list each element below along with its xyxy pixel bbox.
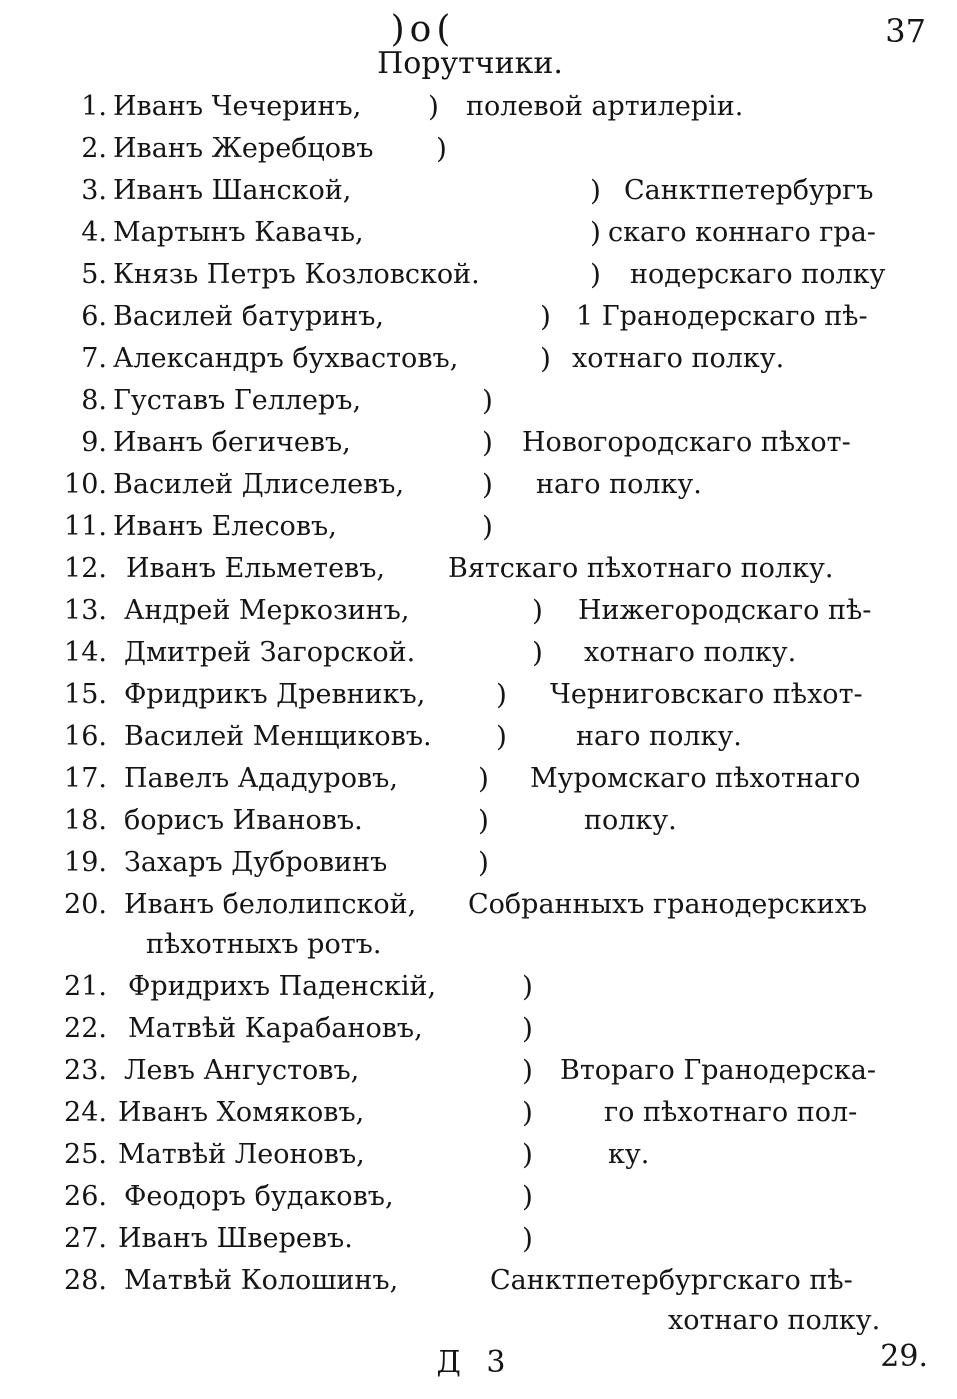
regiment: Собранныхъ гранодерскихъ bbox=[468, 889, 868, 920]
entry-number: 5. bbox=[81, 259, 107, 290]
officer-name: Фридрихъ Паденскiй, bbox=[128, 971, 437, 1002]
regiment: Черниговскаго пѣхот- bbox=[550, 679, 863, 710]
entry-28 bbox=[0, 1260, 957, 1301]
entry-15 bbox=[0, 674, 957, 715]
officer-name: Фридрикъ Древникъ, bbox=[124, 679, 426, 710]
bracket: ) bbox=[540, 300, 551, 333]
officer-name: Мартынъ Кавачь, bbox=[113, 217, 364, 248]
entry-22 bbox=[0, 1008, 957, 1049]
entry-10 bbox=[0, 464, 957, 505]
entry-27 bbox=[0, 1218, 957, 1259]
regiment: Нижегородскаго пѣ- bbox=[578, 595, 872, 626]
bracket: ) bbox=[522, 1222, 533, 1255]
entry-number: 27. bbox=[64, 1223, 107, 1254]
regiment: хотнаго полку. bbox=[572, 343, 785, 374]
entry-7 bbox=[0, 338, 957, 379]
regiment: Вятскаго пѣхотнаго полку. bbox=[448, 553, 834, 584]
entry-2 bbox=[0, 128, 957, 169]
regiment: наго полку. bbox=[576, 721, 742, 752]
section-title: Порутчики. bbox=[377, 46, 563, 81]
entry-number: 7. bbox=[81, 343, 107, 374]
officer-name: Густавъ Геллеръ, bbox=[113, 385, 362, 416]
entry-number: 9. bbox=[81, 427, 107, 458]
entry-16 bbox=[0, 716, 957, 757]
officer-name: Князь Петръ Козловской. bbox=[113, 259, 480, 290]
regiment: го пѣхотнаго пол- bbox=[604, 1097, 858, 1128]
entry-number: 21. bbox=[64, 971, 107, 1002]
bracket: ) bbox=[590, 258, 601, 291]
entry-number: 19. bbox=[64, 847, 107, 878]
bracket: ) bbox=[590, 174, 601, 207]
entry-18 bbox=[0, 800, 957, 841]
officer-name: Иванъ Хомяковъ, bbox=[118, 1097, 365, 1128]
entry-8 bbox=[0, 380, 957, 421]
entry-20-continuation: пѣхотныхъ ротъ. bbox=[146, 929, 382, 960]
bracket: ) bbox=[532, 594, 543, 627]
regiment: полку. bbox=[584, 805, 677, 836]
entry-number: 22. bbox=[64, 1013, 107, 1044]
officer-name: Иванъ Шверевъ. bbox=[118, 1223, 353, 1254]
officer-name: Левъ Ангустовъ, bbox=[124, 1055, 360, 1086]
officer-name: Дмитрей Загорской. bbox=[124, 637, 416, 668]
bracket: ) bbox=[428, 90, 439, 123]
entry-number: 15. bbox=[64, 679, 107, 710]
officer-name: Матвѣй Карабановъ, bbox=[128, 1013, 423, 1044]
entry-24 bbox=[0, 1092, 957, 1133]
entry-number: 8. bbox=[81, 385, 107, 416]
bracket: ) bbox=[540, 342, 551, 375]
bracket: ) bbox=[522, 970, 533, 1003]
entry-26 bbox=[0, 1176, 957, 1217]
entry-number: 1. bbox=[81, 91, 107, 122]
officer-name: Андрей Меркозинъ, bbox=[124, 595, 410, 626]
entry-1 bbox=[0, 86, 957, 127]
entry-number: 28. bbox=[64, 1265, 107, 1296]
entry-5 bbox=[0, 254, 957, 295]
entry-4 bbox=[0, 212, 957, 253]
entry-number: 18. bbox=[64, 805, 107, 836]
entry-number: 20. bbox=[64, 889, 107, 920]
officer-name: Иванъ Шанской, bbox=[113, 175, 352, 206]
bracket: ) bbox=[590, 216, 601, 249]
bracket: ) bbox=[496, 678, 507, 711]
officer-name: Захаръ Дубровинъ bbox=[124, 847, 388, 878]
officer-name: Иванъ Ельметевъ, bbox=[126, 553, 386, 584]
entry-number: 24. bbox=[64, 1097, 107, 1128]
entry-number: 11. bbox=[64, 511, 107, 542]
officer-name: Иванъ Чечеринъ, bbox=[113, 91, 362, 122]
regiment: Муромскаго пѣхотнаго bbox=[530, 763, 861, 794]
entry-13 bbox=[0, 590, 957, 631]
bracket: ) bbox=[482, 510, 493, 543]
entry-9 bbox=[0, 422, 957, 463]
entry-20 bbox=[0, 884, 957, 925]
entry-number: 12. bbox=[64, 553, 107, 584]
officer-name: Павелъ Ададуровъ, bbox=[124, 763, 398, 794]
officer-name: Иванъ Жеребцовъ bbox=[113, 133, 374, 164]
officer-name: Иванъ Елесовъ, bbox=[113, 511, 337, 542]
bracket: ) bbox=[522, 1138, 533, 1171]
regiment: скаго коннаго гра- bbox=[608, 217, 876, 248]
entry-17 bbox=[0, 758, 957, 799]
page-number: 37 bbox=[885, 12, 926, 50]
bracket: ) bbox=[482, 384, 493, 417]
entry-12 bbox=[0, 548, 957, 589]
entry-25 bbox=[0, 1134, 957, 1175]
regiment: ку. bbox=[608, 1139, 650, 1170]
regiment: Санктпетербургъ bbox=[624, 175, 874, 206]
entry-21 bbox=[0, 966, 957, 1007]
officer-name: Василей Длиселевъ, bbox=[113, 469, 405, 500]
regiment: наго полку. bbox=[536, 469, 702, 500]
bracket: ) bbox=[482, 468, 493, 501]
entry-number: 26. bbox=[64, 1181, 107, 1212]
bracket: ) bbox=[478, 762, 489, 795]
regiment: Санктпетербургскаго пѣ- bbox=[490, 1265, 853, 1296]
regiment: хотнаго полку. bbox=[584, 637, 797, 668]
regiment: Новогородскаго пѣхот- bbox=[522, 427, 851, 458]
bracket: ) bbox=[522, 1180, 533, 1213]
entry-number: 3. bbox=[81, 175, 107, 206]
bracket: ) bbox=[496, 720, 507, 753]
officer-name: Иванъ бегичевъ, bbox=[113, 427, 351, 458]
bracket: ) bbox=[522, 1054, 533, 1087]
entry-3 bbox=[0, 170, 957, 211]
bracket: ) bbox=[436, 132, 447, 165]
entry-number: 10. bbox=[64, 469, 107, 500]
header-ornament: )o( bbox=[390, 9, 456, 50]
entry-number: 23. bbox=[64, 1055, 107, 1086]
officer-name: Матвѣй Леоновъ, bbox=[118, 1139, 365, 1170]
officer-name: Иванъ белолипской, bbox=[124, 889, 417, 920]
entry-number: 13. bbox=[64, 595, 107, 626]
bracket: ) bbox=[482, 426, 493, 459]
bracket: ) bbox=[522, 1012, 533, 1045]
entry-11 bbox=[0, 506, 957, 547]
entry-23 bbox=[0, 1050, 957, 1091]
regiment: Втораго Гранодерска- bbox=[560, 1055, 877, 1086]
officer-name: Матвѣй Колошинъ, bbox=[124, 1265, 399, 1296]
catchword: 29. bbox=[880, 1339, 928, 1374]
bracket: ) bbox=[522, 1096, 533, 1129]
officer-name: Феодоръ будаковъ, bbox=[124, 1181, 394, 1212]
entry-number: 17. bbox=[64, 763, 107, 794]
regiment: нодерскаго полку bbox=[630, 259, 886, 290]
signature-mark: Д 3 bbox=[436, 1345, 514, 1380]
entry-number: 16. bbox=[64, 721, 107, 752]
officer-name: борисъ Ивановъ. bbox=[124, 805, 363, 836]
entry-number: 2. bbox=[81, 133, 107, 164]
entry-14 bbox=[0, 632, 957, 673]
officer-name: Василей батуринъ, bbox=[113, 301, 384, 332]
bracket: ) bbox=[478, 846, 489, 879]
entry-19 bbox=[0, 842, 957, 883]
officer-name: Александръ бухвастовъ, bbox=[113, 343, 459, 374]
regiment: 1 Гранодерскаго пѣ- bbox=[576, 301, 868, 332]
entry-number: 25. bbox=[64, 1139, 107, 1170]
entry-6 bbox=[0, 296, 957, 337]
entry-number: 4. bbox=[81, 217, 107, 248]
officer-name: Василей Менщиковъ. bbox=[124, 721, 432, 752]
regiment: полевой артилерiи. bbox=[466, 91, 744, 122]
bracket: ) bbox=[532, 636, 543, 669]
entry-number: 6. bbox=[81, 301, 107, 332]
entry-28-continuation: хотнаго полку. bbox=[668, 1305, 881, 1336]
bracket: ) bbox=[478, 804, 489, 837]
entry-number: 14. bbox=[64, 637, 107, 668]
